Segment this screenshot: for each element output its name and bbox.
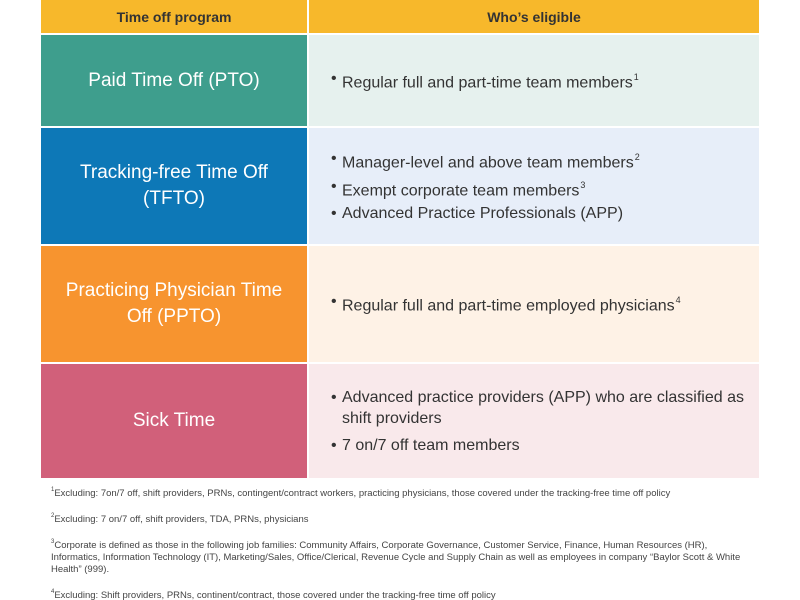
time-off-table bbox=[41, 0, 759, 478]
header-program: Time off program bbox=[41, 0, 307, 33]
program-name: Tracking-free Time Off (TFTO) bbox=[41, 128, 307, 244]
eligibility-list bbox=[307, 35, 759, 126]
footnotes bbox=[51, 485, 751, 600]
program-name: Sick Time bbox=[41, 364, 307, 478]
bullet-icon: • bbox=[331, 69, 337, 87]
eligibility-item: • Regular full and part-time employed physicians$^4$ bbox=[331, 293, 681, 315]
bullet-icon: • bbox=[331, 204, 337, 222]
eligibility-item: • Exempt corporate team members$^3$ bbox=[331, 177, 586, 199]
eligibility-list bbox=[307, 246, 759, 362]
eligibility-item: • Regular full and part-time team members$^1$ bbox=[331, 69, 639, 92]
table-row-ppto bbox=[41, 244, 759, 362]
header-eligible: Who’s eligible bbox=[307, 0, 759, 33]
table-header bbox=[41, 0, 759, 33]
table-row-sick-time bbox=[41, 362, 759, 478]
table-row-tfto bbox=[41, 126, 759, 244]
footnote-3: $^3$Corporate is defined as those in the following job families: Community Affairs, Corporate Governance, Customer Service, Finance, Human Resources (HR), Informatics, Information Technology (IT), Marketing/Sales, Office/Clerical, Revenue Cycle and Supply Chain as well as employees in company “Baylor Scott & White Health” (999). bbox=[51, 539, 741, 576]
bullet-icon: • bbox=[331, 150, 337, 168]
bullet-icon: • bbox=[331, 293, 337, 311]
eligibility-item: • Manager-level and above team members$^2$ bbox=[331, 150, 640, 172]
bullet-icon: • bbox=[331, 436, 337, 454]
footnote-2: $^2$Excluding: 7 on/7 off, shift providers, TDA, PRNs, physicians bbox=[51, 513, 309, 526]
eligibility-list bbox=[307, 128, 759, 244]
footnote-4: $^4$Excluding: Shift providers, PRNs, continent/contract, those covered under the tracking-free time off policy bbox=[51, 589, 496, 600]
program-name: Paid Time Off (PTO) bbox=[41, 35, 307, 126]
eligibility-item: • Advanced practice providers (APP) who are classified as shift providers bbox=[331, 388, 744, 427]
bullet-icon: • bbox=[331, 177, 337, 195]
eligibility-list bbox=[307, 364, 759, 478]
program-name: Practicing Physician Time Off (PPTO) bbox=[41, 246, 307, 362]
eligibility-item: • Advanced Practice Professionals (APP) bbox=[331, 204, 624, 222]
footnote-1: $^1$Excluding: 7on/7 off, shift providers, PRNs, contingent/contract workers, practicing physicians, those covered under the tracking-free time off policy bbox=[51, 487, 671, 500]
eligibility-item: • 7 on/7 off team members bbox=[331, 436, 520, 454]
bullet-icon: • bbox=[331, 388, 337, 406]
table-row-pto bbox=[41, 33, 759, 126]
